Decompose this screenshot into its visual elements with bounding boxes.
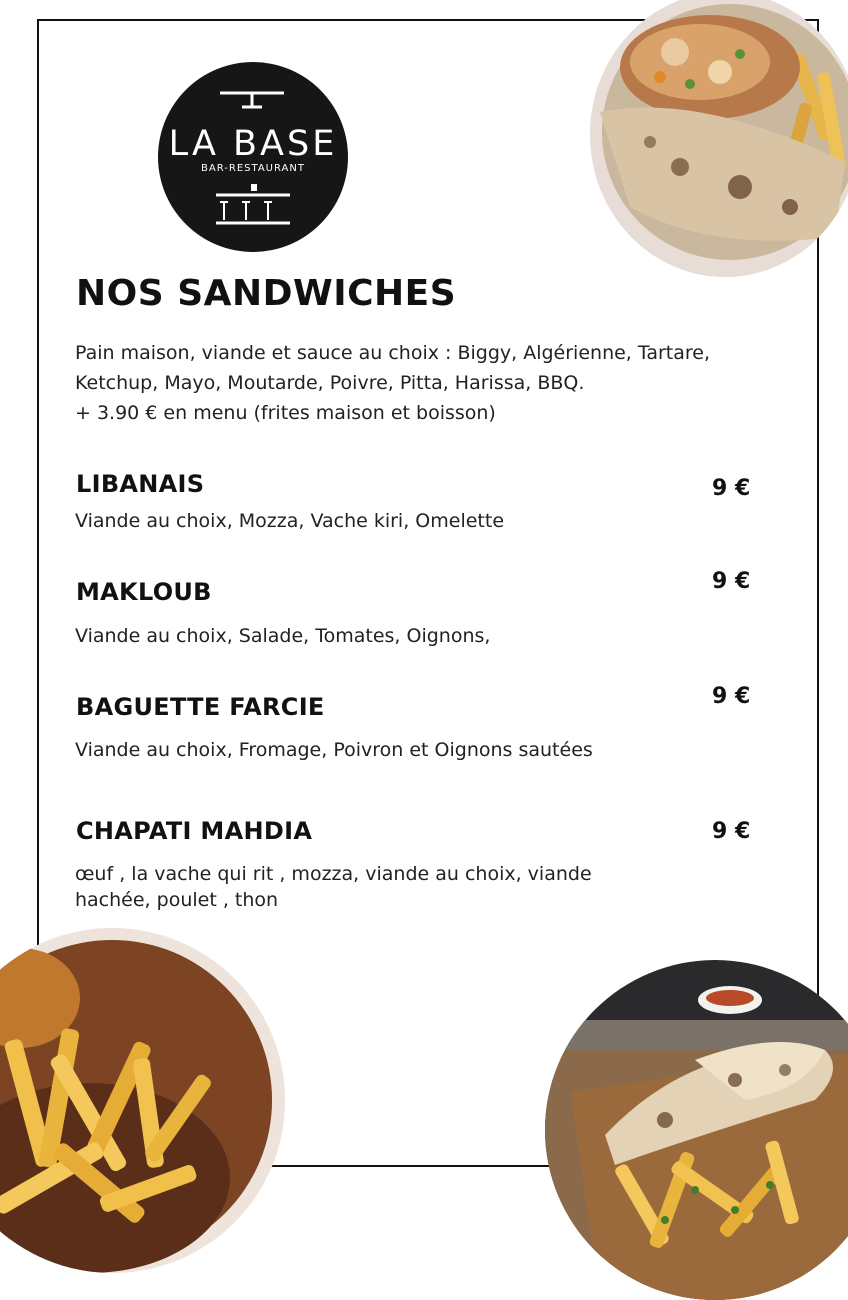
logo [158,62,348,252]
logo-subtitle: BAR-RESTAURANT [201,163,305,174]
item-price-baguette-farcie: 9 € [712,684,751,709]
item-price-makloub: 9 € [712,569,751,594]
intro-text [75,338,795,428]
item-price-chapati-mahdia: 9 € [712,819,751,844]
item-description-line: œuf , la vache qui rit , mozza, viande au choix, viande [75,863,592,885]
wrap-photo-bottom-right [545,960,848,1300]
item-name-baguette-farcie: BAGUETTE FARCIE [76,693,325,721]
intro-line: Pain maison, viande et sauce au choix : Biggy, Algérienne, Tartare, [75,342,711,364]
wrap-fries-image-icon [590,0,848,277]
item-description-baguette-farcie: Viande au choix, Fromage, Poivron et Oignons sautées [75,739,593,761]
item-description-libanais: Viande au choix, Mozza, Vache kiri, Omelette [75,510,505,532]
fries-image-icon [0,928,285,1273]
fries-photo-bottom-left [0,928,285,1273]
wrap-photo-top [590,0,848,277]
item-description-chapati-mahdia [75,861,715,913]
item-price-libanais: 9 € [712,476,751,501]
intro-line: + 3.90 € en menu (frites maison et boisson) [75,402,496,424]
item-description-makloub: Viande au choix, Salade, Tomates, Oignons, [75,625,491,647]
item-name-makloub: MAKLOUB [76,578,212,606]
logo-name: LA BASE [168,124,338,164]
item-name-libanais: LIBANAIS [76,470,205,498]
item-description-line: hachée, poulet , thon [75,889,279,911]
item-name-chapati-mahdia: CHAPATI MAHDIA [76,817,313,845]
wrap-board-image-icon [545,960,848,1300]
page-title: NOS SANDWICHES [76,273,457,314]
intro-line: Ketchup, Mayo, Moutarde, Poivre, Pitta, Harissa, BBQ. [75,372,585,394]
